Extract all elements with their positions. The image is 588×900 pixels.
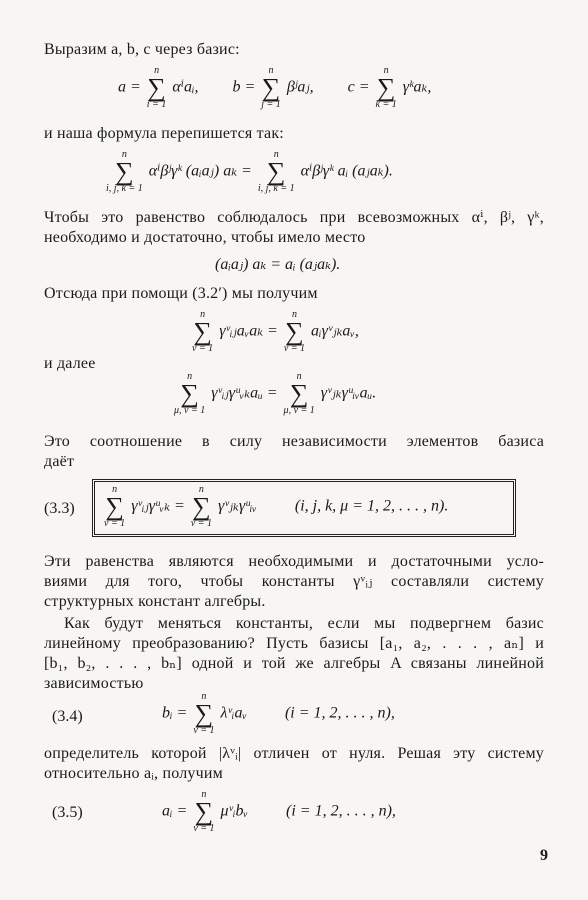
sum-upper: n <box>187 371 193 382</box>
text-line-14: [b₁, b₂, . . . , bₙ] одной и той же алгебры A связаны линейной <box>44 655 544 672</box>
sum-sign: ∑ <box>376 73 396 102</box>
sum-symbol <box>261 66 281 110</box>
eq2-right: αⁱβʲγᵏ aᵢ (aⱼaₖ). <box>300 162 393 180</box>
eq6-condition: (i, j, k, μ = 1, 2, . . . , n). <box>294 497 449 515</box>
equation-structure-constants-2 <box>172 372 376 416</box>
sum-upper: n <box>383 65 389 76</box>
equation-associativity: (aᵢaⱼ) aₖ = aᵢ (aⱼaₖ). <box>215 256 341 273</box>
text-line-1: Выразим a, b, c через базис: <box>44 41 240 58</box>
equation-basis-expansion <box>118 66 431 110</box>
eq8-left: aᵢ = <box>162 802 188 820</box>
sum-sign: ∑ <box>115 157 134 186</box>
sum-symbol <box>174 372 205 416</box>
eq7-left: bᵢ = <box>162 704 188 722</box>
sum-upper: n <box>201 691 207 702</box>
sum-upper: n <box>198 484 204 495</box>
text-line-13: линейному преобразованию? Пусть базисы [a₁, a₂, . . . , aₙ] и <box>44 635 544 652</box>
sum-sign: ∑ <box>194 699 214 728</box>
equation-3-5 <box>162 790 396 834</box>
text-line-9: Эти равенства являются необходимыми и достаточными усло- <box>44 553 544 570</box>
sum-symbol <box>104 485 125 529</box>
sum-sign: ∑ <box>180 379 199 408</box>
text-line-17: относительно aᵢ, получим <box>44 765 223 782</box>
sum-lower: μ, ν = 1 <box>174 405 206 416</box>
text-line-8: даёт <box>44 453 75 470</box>
sum-lower: i, j, k = 1 <box>106 183 143 194</box>
eq5-right: γᵛⱼₖγᵘᵢᵥaᵤ. <box>320 384 377 402</box>
text-line-12: Как будут меняться константы, если мы подвергнем базис <box>64 615 544 632</box>
sum-symbol <box>106 150 143 194</box>
equation-expanded-formula <box>104 150 393 194</box>
eq2-left: αⁱβʲγᵏ (aᵢaⱼ) aₖ = <box>148 162 252 180</box>
sum-lower: j = 1 <box>261 99 281 110</box>
eq6-right: γᵛⱼₖγᵘᵢᵥ <box>218 497 257 515</box>
text-line-4: необходимо и достаточно, чтобы имело место <box>44 229 366 246</box>
sum-upper: n <box>200 309 206 320</box>
sum-symbol <box>258 150 295 194</box>
eq4-left: γᵛᵢⱼaᵥaₖ = <box>219 322 278 340</box>
text-line-6: и далее <box>44 355 96 372</box>
sum-symbol <box>192 310 213 354</box>
sum-symbol <box>284 310 305 354</box>
eq6-left: γᵛᵢⱼγᵘᵥₖ = <box>131 497 185 515</box>
sum-lower: ν = 1 <box>283 343 306 354</box>
sum-upper: n <box>121 149 127 160</box>
sum-sign: ∑ <box>266 157 286 186</box>
sum-sign: ∑ <box>261 73 281 102</box>
sum-sign: ∑ <box>194 797 214 826</box>
eq-a-left: a = <box>118 78 141 96</box>
sum-symbol <box>284 372 315 416</box>
sum-upper: n <box>268 65 274 76</box>
eq-b-term: βʲaⱼ, <box>286 78 314 96</box>
equation-3-3 <box>102 485 448 529</box>
eq-b-left: b = <box>232 78 256 96</box>
equation-label-3-3: (3.3) <box>44 500 75 517</box>
eq-c-term: γᵏaₖ, <box>402 78 432 96</box>
equation-3-4 <box>162 692 395 736</box>
eq8-right: μᵛᵢbᵥ <box>220 802 249 820</box>
equation-label-3-5: (3.5) <box>52 804 83 821</box>
text-line-7: Это соотношение в силу независимости элементов базиса <box>44 433 544 450</box>
eq7-right: λᵛᵢaᵥ <box>220 704 247 722</box>
text-line-15: зависимостью <box>44 675 144 692</box>
text-line-3: Чтобы это равенство соблюдалось при всевозможных αⁱ, βʲ, γᵏ, <box>44 209 544 226</box>
sum-lower: ν = 1 <box>193 725 215 736</box>
sum-upper: n <box>291 309 297 320</box>
page-number: 9 <box>540 847 548 864</box>
sum-sign: ∑ <box>289 379 309 408</box>
sum-symbol <box>193 790 214 834</box>
text-line-5: Отсюда при помощи (3.2′) мы получим <box>44 285 318 302</box>
text-line-11: структурных констант алгебры. <box>44 593 266 610</box>
sum-sign: ∑ <box>192 492 211 521</box>
sum-upper: n <box>296 371 302 382</box>
sum-symbol <box>147 66 167 110</box>
sum-sign: ∑ <box>193 317 212 346</box>
sum-sign: ∑ <box>285 317 304 346</box>
sum-lower: ν = 1 <box>192 343 214 354</box>
equation-structure-constants-1 <box>190 310 359 354</box>
sum-symbol <box>376 66 397 110</box>
text-line-16: определитель которой |λᵛᵢ| отличен от нуля. Решая эту систему <box>44 745 544 762</box>
sum-lower: k = 1 <box>375 99 397 110</box>
eq4-right: aᵢγᵛⱼₖaᵥ, <box>311 322 359 340</box>
sum-upper: n <box>273 149 279 160</box>
sum-lower: i = 1 <box>146 99 167 110</box>
sum-lower: i, j, k = 1 <box>257 183 295 194</box>
sum-upper: n <box>201 789 207 800</box>
sum-lower: ν = 1 <box>190 518 213 529</box>
sum-symbol <box>191 485 212 529</box>
eq-c-left: c = <box>347 78 370 96</box>
sum-sign: ∑ <box>147 73 166 102</box>
sum-sign: ∑ <box>105 492 124 521</box>
eq5-left: γᵛᵢⱼγᵘᵥₖaᵤ = <box>211 384 278 402</box>
eq8-condition: (i = 1, 2, . . . , n), <box>286 802 396 820</box>
sum-lower: ν = 1 <box>193 823 215 834</box>
text-line-2: и наша формула перепишется так: <box>44 125 284 142</box>
sum-lower: μ, ν = 1 <box>283 405 315 416</box>
sum-upper: n <box>112 484 118 495</box>
text-line-10: виями для того, чтобы константы γᵛᵢⱼ составляли систему <box>44 573 544 590</box>
sum-symbol <box>193 692 214 736</box>
equation-label-3-4: (3.4) <box>52 708 83 725</box>
sum-upper: n <box>154 65 160 76</box>
eq-a-term: αⁱaᵢ, <box>172 78 199 96</box>
eq7-condition: (i = 1, 2, . . . , n), <box>284 704 395 722</box>
sum-lower: ν = 1 <box>104 518 126 529</box>
